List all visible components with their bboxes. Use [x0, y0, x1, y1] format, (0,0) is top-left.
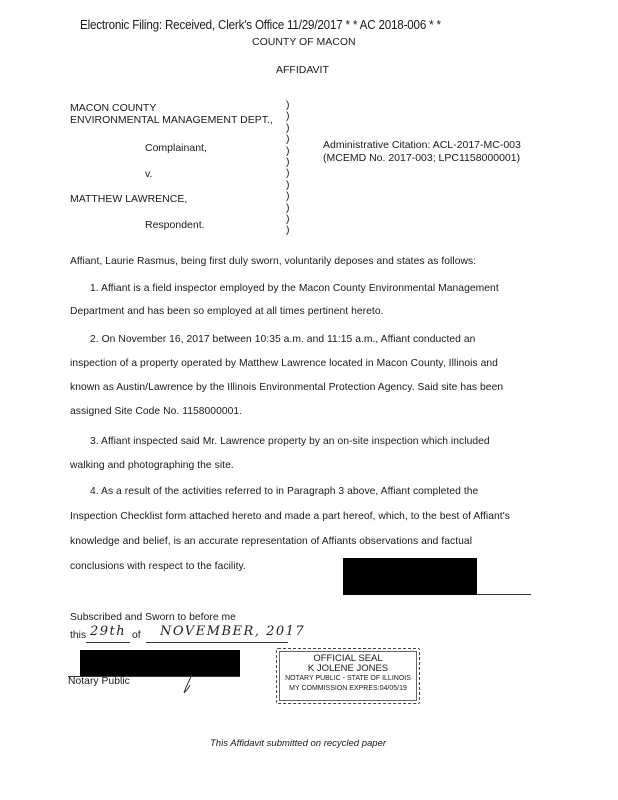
day-underline	[86, 642, 130, 643]
month-underline	[146, 642, 288, 643]
paragraph-4-line-4: conclusions with respect to the facility.	[70, 561, 246, 572]
paragraph-4-line-1: 4. As a result of the activities referred to in Paragraph 3 above, Affiant completed the	[90, 486, 479, 497]
paren: )	[286, 121, 290, 134]
caption-parentheses	[286, 100, 294, 237]
notary-signature-redaction	[80, 650, 240, 676]
citation-reference: (MCEMD No. 2017-003; LPC1158000001)	[323, 152, 521, 164]
paragraph-4-line-3: knowledge and belief, is an accurate representation of Affiants observations and factual	[70, 536, 473, 547]
complainant-name-line2: ENVIRONMENTAL MANAGEMENT DEPT.,	[70, 114, 273, 126]
paragraph-3-line-1: 3. Affiant inspected said Mr. Lawrence property by an on-site inspection which included	[90, 436, 490, 447]
paren: )	[286, 190, 290, 203]
seal-commission-expiry: MY COMMISSION EXPRES:04/05/19	[289, 685, 407, 692]
notary-public-label: Notary Public	[68, 676, 130, 687]
county-heading: COUNTY OF MACON	[252, 36, 356, 48]
paragraph-2-line-4: assigned Site Code No. 1158000001.	[70, 406, 243, 417]
affiant-signature-redaction	[343, 558, 477, 595]
respondent-name: MATTHEW LAWRENCE,	[70, 193, 188, 205]
paragraph-2-line-3: known as Austin/Lawrence by the Illinois Environmental Protection Agency. Said site has been	[70, 382, 504, 393]
official-notary-seal	[276, 648, 420, 704]
paren: )	[286, 155, 290, 168]
paren: )	[286, 201, 290, 214]
handwritten-day: 29th	[90, 624, 127, 639]
intro-paragraph: Affiant, Laurie Rasmus, being first duly sworn, voluntarily deposes and states as follows:	[70, 256, 477, 267]
signature-stroke	[178, 672, 198, 696]
paragraph-1-line-1: 1. Affiant is a field inspector employed by the Macon County Environmental Management	[90, 283, 499, 294]
paren: )	[286, 144, 290, 157]
filing-stamp: Electronic Filing: Received, Clerk's Office 11/29/2017 * * AC 2018-006 * *	[80, 18, 441, 32]
paren: )	[286, 110, 290, 123]
this-label: this	[70, 630, 87, 641]
citation-number: Administrative Citation: ACL-2017-MC-003	[323, 139, 521, 151]
paren: )	[286, 167, 290, 180]
paragraph-4-line-2: Inspection Checklist form attached hereto and made a part hereof, which, to the best of Affiant's	[70, 511, 510, 522]
paren: )	[286, 99, 290, 111]
paren: )	[286, 133, 290, 146]
affiant-signature-line	[477, 594, 531, 595]
paren: )	[286, 212, 290, 225]
paren: )	[286, 178, 290, 191]
versus-label: v.	[145, 168, 153, 180]
paragraph-2-line-1: 2. On November 16, 2017 between 10:35 a.m. and 11:15 a.m., Affiant conducted an	[90, 334, 476, 345]
seal-notary-state: NOTARY PUBLIC - STATE OF ILLINOIS	[285, 675, 411, 682]
paragraph-1-line-2: Department and has been so employed at all times pertinent hereto.	[70, 306, 384, 317]
recycled-paper-note: This Affidavit submitted on recycled paper	[210, 738, 387, 749]
document-title: AFFIDAVIT	[276, 64, 329, 76]
seal-title: OFFICIAL SEAL	[313, 653, 383, 664]
complainant-role: Complainant,	[145, 142, 207, 154]
paren: )	[286, 224, 290, 237]
respondent-role: Respondent.	[145, 219, 205, 231]
sworn-statement: Subscribed and Sworn to before me	[70, 612, 236, 623]
complainant-name-line1: MACON COUNTY	[70, 102, 157, 114]
paragraph-2-line-2: inspection of a property operated by Matthew Lawrence located in Macon County, Illinois and	[70, 358, 498, 369]
handwritten-month-year: NOVEMBER, 2017	[160, 624, 306, 639]
of-label: of	[132, 630, 141, 641]
seal-notary-name: K JOLENE JONES	[307, 663, 389, 674]
paragraph-3-line-2: walking and photographing the site.	[70, 460, 234, 471]
seal-inner-border	[279, 651, 417, 701]
